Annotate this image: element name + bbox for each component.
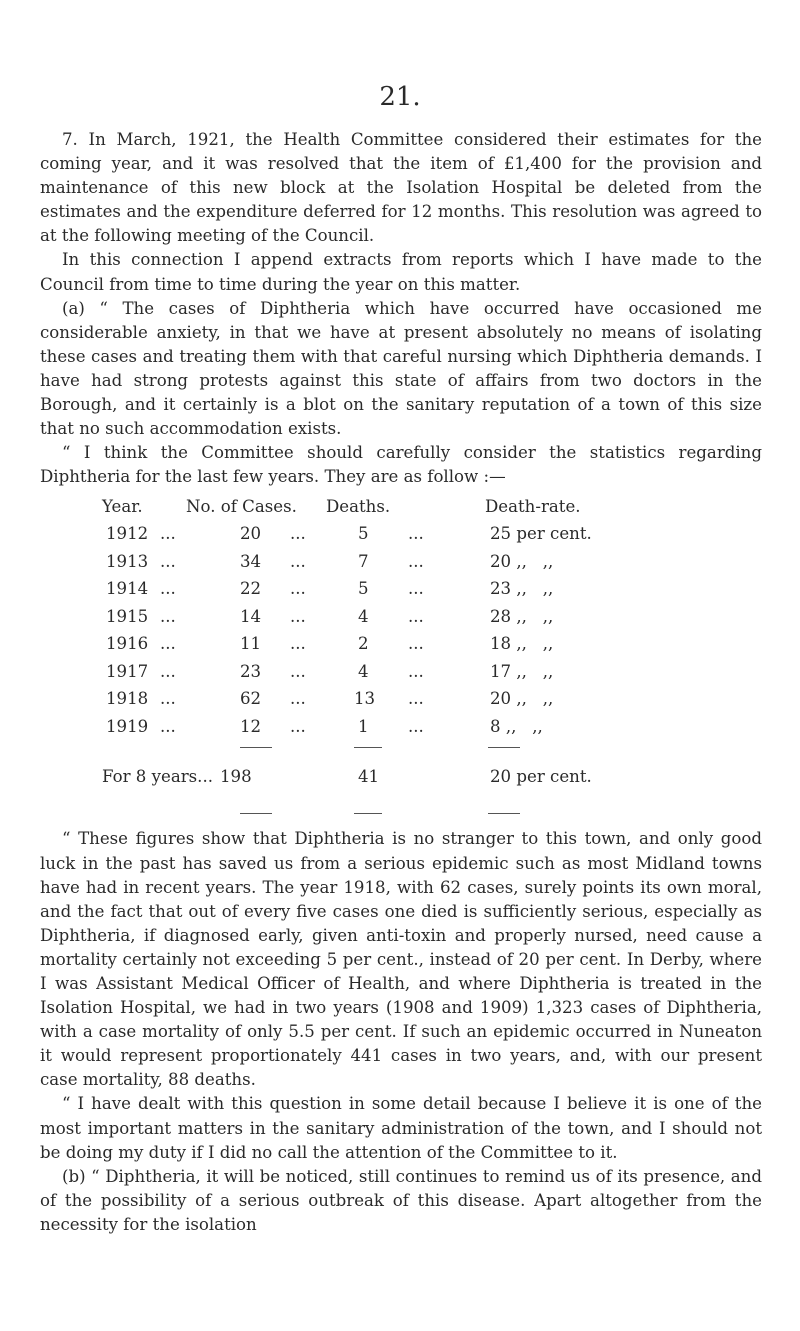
- cell-deaths: 4: [358, 606, 369, 626]
- leader-dots: ...: [160, 661, 176, 681]
- header-deaths: Deaths.: [326, 497, 391, 517]
- leader-dots: ...: [408, 716, 424, 736]
- paragraph-item-7: 7. In March, 1921, the Health Committee considered their estimates for the coming year, and it was resolved that the item of £1,400 for the provision and maintenance of this new block at the Isolation Hospital be deleted from the estimates and the expenditure deferred for 12 months. This resolution was agreed to at the following meeting of the Council.: [40, 130, 762, 246]
- rule-total-cases: [240, 813, 272, 814]
- paragraph-extract-a: (a) “ The cases of Diphtheria which have occurred have occasioned me considerable anxiety, in that we have at present absolutely no means of isolating these cases and treating them with that careful nursing which Diphtheria demands. I have had strong protests against this state of affairs from two doctors in the Borough, and it certainly is a blot on the sanitary reputation of a town of this size that no such accommodation exists.: [40, 298, 762, 439]
- cell-deaths: 13: [354, 689, 376, 709]
- leader-dots: ...: [160, 551, 176, 571]
- leader-dots: ...: [408, 661, 424, 681]
- header-cases: No. of Cases.: [186, 497, 297, 517]
- cell-year: 1913: [106, 551, 149, 571]
- rule-rate: [488, 747, 520, 748]
- cell-cases: 20: [240, 524, 262, 544]
- cell-year: 1915: [106, 606, 149, 626]
- cell-rate: 28 ,, ,,: [490, 606, 554, 626]
- cell-rate: 17 ,, ,,: [490, 661, 554, 681]
- cell-deaths: 2: [358, 634, 369, 654]
- leader-dots: ...: [408, 689, 424, 709]
- leader-dots: ...: [160, 716, 176, 736]
- paragraph-connection: In this connection I append extracts from reports which I have made to the Council from time to time during the year on this matter.: [40, 250, 762, 294]
- cell-cases: 22: [240, 579, 262, 599]
- rule-deaths: [354, 747, 382, 748]
- cell-deaths: 1: [358, 716, 369, 736]
- cell-deaths: 4: [358, 661, 369, 681]
- leader-dots: ...: [290, 524, 306, 544]
- leader-dots: ...: [290, 579, 306, 599]
- total-rate: 20 per cent.: [490, 767, 592, 787]
- rule-total-deaths: [354, 813, 382, 814]
- header-year: Year.: [102, 497, 143, 517]
- document-body: [40, 128, 762, 1237]
- paragraph-statistics-intro: “ I think the Committee should carefully consider the statistics regarding Diphtheria for the last few years. They are as follow :—: [40, 443, 762, 487]
- cell-rate: 23 ,, ,,: [490, 579, 554, 599]
- header-death-rate: Death-rate.: [485, 497, 581, 517]
- cell-rate: 18 ,, ,,: [490, 634, 554, 654]
- cell-cases: 11: [240, 634, 262, 654]
- leader-dots: ...: [160, 634, 176, 654]
- total-deaths: 41: [358, 767, 380, 787]
- paragraph-figures: “ These figures show that Diphtheria is no stranger to this town, and only good luck in the past has saved us from a serious epidemic such as most Midland towns have had in recent years. The year 1918, with 62 cases, surely points its own moral, and the fact that out of every five cases one died is sufficiently serious, especially as Diphtheria, if diagnosed early, given anti-toxin and properly nursed, need cause a mortality certainly not exceeding 5 per cent., instead of 20 per cent. In Derby, where I was Assistant Medical Officer of Health, and where Diphtheria is treated in the Isolation Hospital, we had in two years (1908 and 1909) 1,323 cases of Diphtheria, with a case mortality of only 5.5 per cent. If such an epidemic occurred in Nuneaton it would represent proportionately 441 cases in two years, and, with our present case mortality, 88 deaths.: [40, 829, 762, 1090]
- rule-cases: [240, 747, 272, 748]
- total-label: For 8 years...: [102, 767, 213, 787]
- cell-rate: 8 ,, ,,: [490, 716, 543, 736]
- leader-dots: ...: [408, 606, 424, 626]
- total-cases: 198: [220, 767, 252, 787]
- leader-dots: ...: [408, 634, 424, 654]
- cell-year: 1914: [106, 579, 149, 599]
- cell-rate: 25 per cent.: [490, 524, 592, 544]
- cell-deaths: 7: [358, 551, 369, 571]
- diphtheria-statistics-table: [40, 495, 762, 827]
- paragraph-extract-b: (b) “ Diphtheria, it will be noticed, still continues to remind us of its presence, and of the possibility of a serious outbreak of this disease. Apart altogether from the necessity for the isolation: [40, 1166, 762, 1234]
- leader-dots: ...: [290, 551, 306, 571]
- cell-cases: 14: [240, 606, 262, 626]
- leader-dots: ...: [290, 634, 306, 654]
- cell-cases: 23: [240, 661, 262, 681]
- cell-rate: 20 ,, ,,: [490, 551, 554, 571]
- cell-year: 1916: [106, 634, 149, 654]
- leader-dots: ...: [160, 689, 176, 709]
- leader-dots: ...: [408, 579, 424, 599]
- page-number: 21.: [379, 82, 421, 112]
- rule-total-rate: [488, 813, 520, 814]
- cell-cases: 34: [240, 551, 262, 571]
- cell-rate: 20 ,, ,,: [490, 689, 554, 709]
- leader-dots: ...: [290, 661, 306, 681]
- cell-year: 1919: [106, 716, 149, 736]
- leader-dots: ...: [290, 689, 306, 709]
- leader-dots: ...: [408, 524, 424, 544]
- paragraph-dealt: “ I have dealt with this question in some detail because I believe it is one of the most important matters in the sanitary administration of the town, and I should not be doing my duty if I did no call the attention of the Committee to it.: [40, 1094, 762, 1162]
- leader-dots: ...: [290, 606, 306, 626]
- leader-dots: ...: [290, 716, 306, 736]
- cell-cases: 12: [240, 716, 262, 736]
- leader-dots: ...: [160, 606, 176, 626]
- cell-year: 1917: [106, 661, 149, 681]
- cell-year: 1918: [106, 689, 149, 709]
- leader-dots: ...: [160, 579, 176, 599]
- cell-deaths: 5: [358, 579, 369, 599]
- cell-cases: 62: [240, 689, 262, 709]
- leader-dots: ...: [160, 524, 176, 544]
- leader-dots: ...: [408, 551, 424, 571]
- cell-deaths: 5: [358, 524, 369, 544]
- cell-year: 1912: [106, 524, 149, 544]
